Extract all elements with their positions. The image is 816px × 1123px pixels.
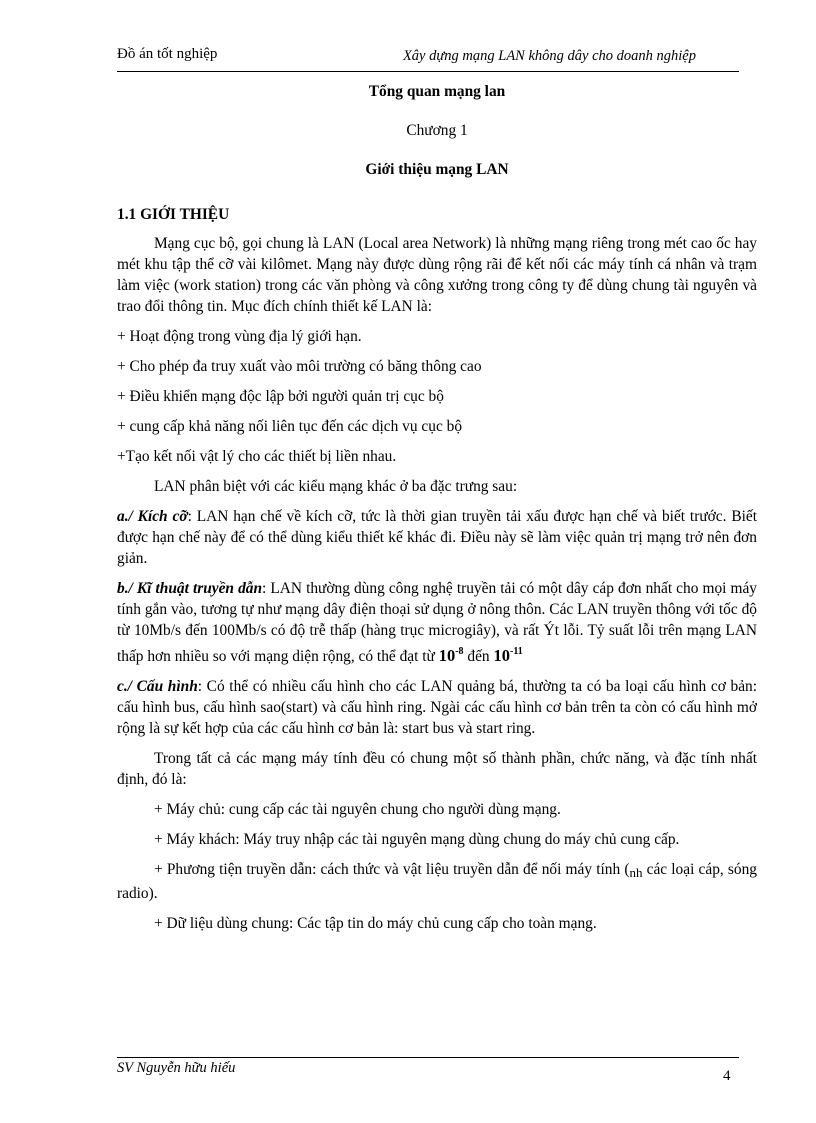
feature-size-label: a./ Kích cỡ (117, 508, 188, 525)
shared-data-item: + Dữ liệu dùng chung: Các tập tin do máy chủ cung cấp cho toàn mạng. (154, 915, 597, 932)
medium-item: + Phương tiện truyền dẫn: cách thức và vật liệu truyền dẫn để nối máy tính (nh các loại cáp, sóng radio). (117, 861, 757, 902)
goal-item: + Cho phép đa truy xuất vào môi trường có băng thông cao (117, 358, 482, 375)
intro-paragraph: Mạng cục bộ, gọi chung là LAN (Local area Network) là những mạng riêng trong mét cao ốc hay mét khu tập thể cỡ vài kilômet. Mạng này được dùng rộng rãi để kết nối các máy tính cá nhân và trạm làm việc (work station) trong các văn phòng và công xưởng trong công ty để dùng chung tài nguyên và trao đổi thông tin. Mục đích chính thiết kế LAN là: (117, 235, 757, 315)
goal-item: + Hoạt động trong vùng địa lý giới hạn. (117, 328, 362, 345)
distinguish-paragraph: LAN phân biệt với các kiểu mạng khác ở ba đặc trưng sau: (154, 478, 518, 495)
chapter-title: Giới thiệu mạng LAN (365, 161, 509, 178)
goal-item: +Tạo kết nối vật lý cho các thiết bị liền nhau. (117, 448, 397, 465)
page-content (117, 80, 757, 934)
header-rule (117, 71, 739, 72)
header-right-title: Xây dựng mạng LAN không dây cho doanh nghiệp (402, 48, 696, 64)
overview-title: Tổng quan mạng lan (368, 83, 506, 100)
common-paragraph: Trong tất cả các mạng máy tính đều có chung một số thành phần, chức năng, và đặc tính nhất định, đó là: (117, 750, 757, 788)
feature-size-paragraph (117, 506, 757, 569)
chapter-label: Chương 1 (406, 122, 468, 139)
feature-transmission-paragraph (117, 578, 757, 667)
component-item: + Máy khách: Máy truy nhập các tài nguyên mạng dùng chung do máy chủ cung cấp. (154, 831, 680, 848)
feature-topology-paragraph (117, 676, 757, 739)
feature-size-text: : LAN hạn chế về kích cỡ, tức là thời gian truyền tải xấu được hạn chế và biết trước. Biết được hạn chế này để có thể dùng kiểu thiết kế khác đi. Điều này sẽ làm việc quản trị mạng trở nên đơn giản. (117, 508, 757, 567)
component-item: + Máy chủ: cung cấp các tài nguyên chung cho người dùng mạng. (154, 801, 561, 818)
page-number: 4 (723, 1068, 731, 1084)
goal-item: + cung cấp khả năng nối liên tục đến các dịch vụ cục bộ (117, 418, 463, 435)
section-heading: 1.1 GIỚI THIỆU (117, 206, 230, 223)
error-rate-max: $10^{-11}$ (493, 646, 523, 665)
footer-author: SV Nguyễn hữu hiếu (117, 1060, 236, 1076)
error-rate-between: đến (467, 648, 490, 665)
goal-item: + Điều khiển mạng độc lập bởi người quản trị cục bộ (117, 388, 444, 405)
feature-topology-label: c./ Cấu hình (117, 678, 198, 695)
error-rate-min: $10^{-8}$ (438, 646, 464, 665)
feature-topology-text: : Có thể có nhiều cấu hình cho các LAN quảng bá, thường ta có ba loại cấu hình cơ bản: cấu hình bus, cấu hình sao(start) và cấu hình ring. Ngài các cấu hình cơ bản trên ta còn có cấu hình mở rộng là sự kết hợp của các cấu hình cơ bản là: start bus và start ring. (117, 678, 758, 737)
feature-transmission-label: b./ Kĩ thuật truyền dẫn (117, 580, 263, 597)
feature-transmission-text: : LAN thường dùng công nghệ truyền tải có một dây cáp đơn nhất cho mọi máy tính gắn vào, tương tự như mạng dây điện thoại sử dụng ở nông thôn. Các LAN truyền thông với tốc độ từ 10Mb/s đến 100Mb/s có độ trễ thấp (hàng trục microgiây), và rất Ýt lỗi. Tỷ suất lỗi trên mạng LAN thấp hơn nhiều so với mạng diện rộng, có thể đạt từ (117, 580, 757, 665)
header-left-title: Đồ án tốt nghiệp (117, 46, 218, 62)
footer-rule (117, 1057, 739, 1058)
